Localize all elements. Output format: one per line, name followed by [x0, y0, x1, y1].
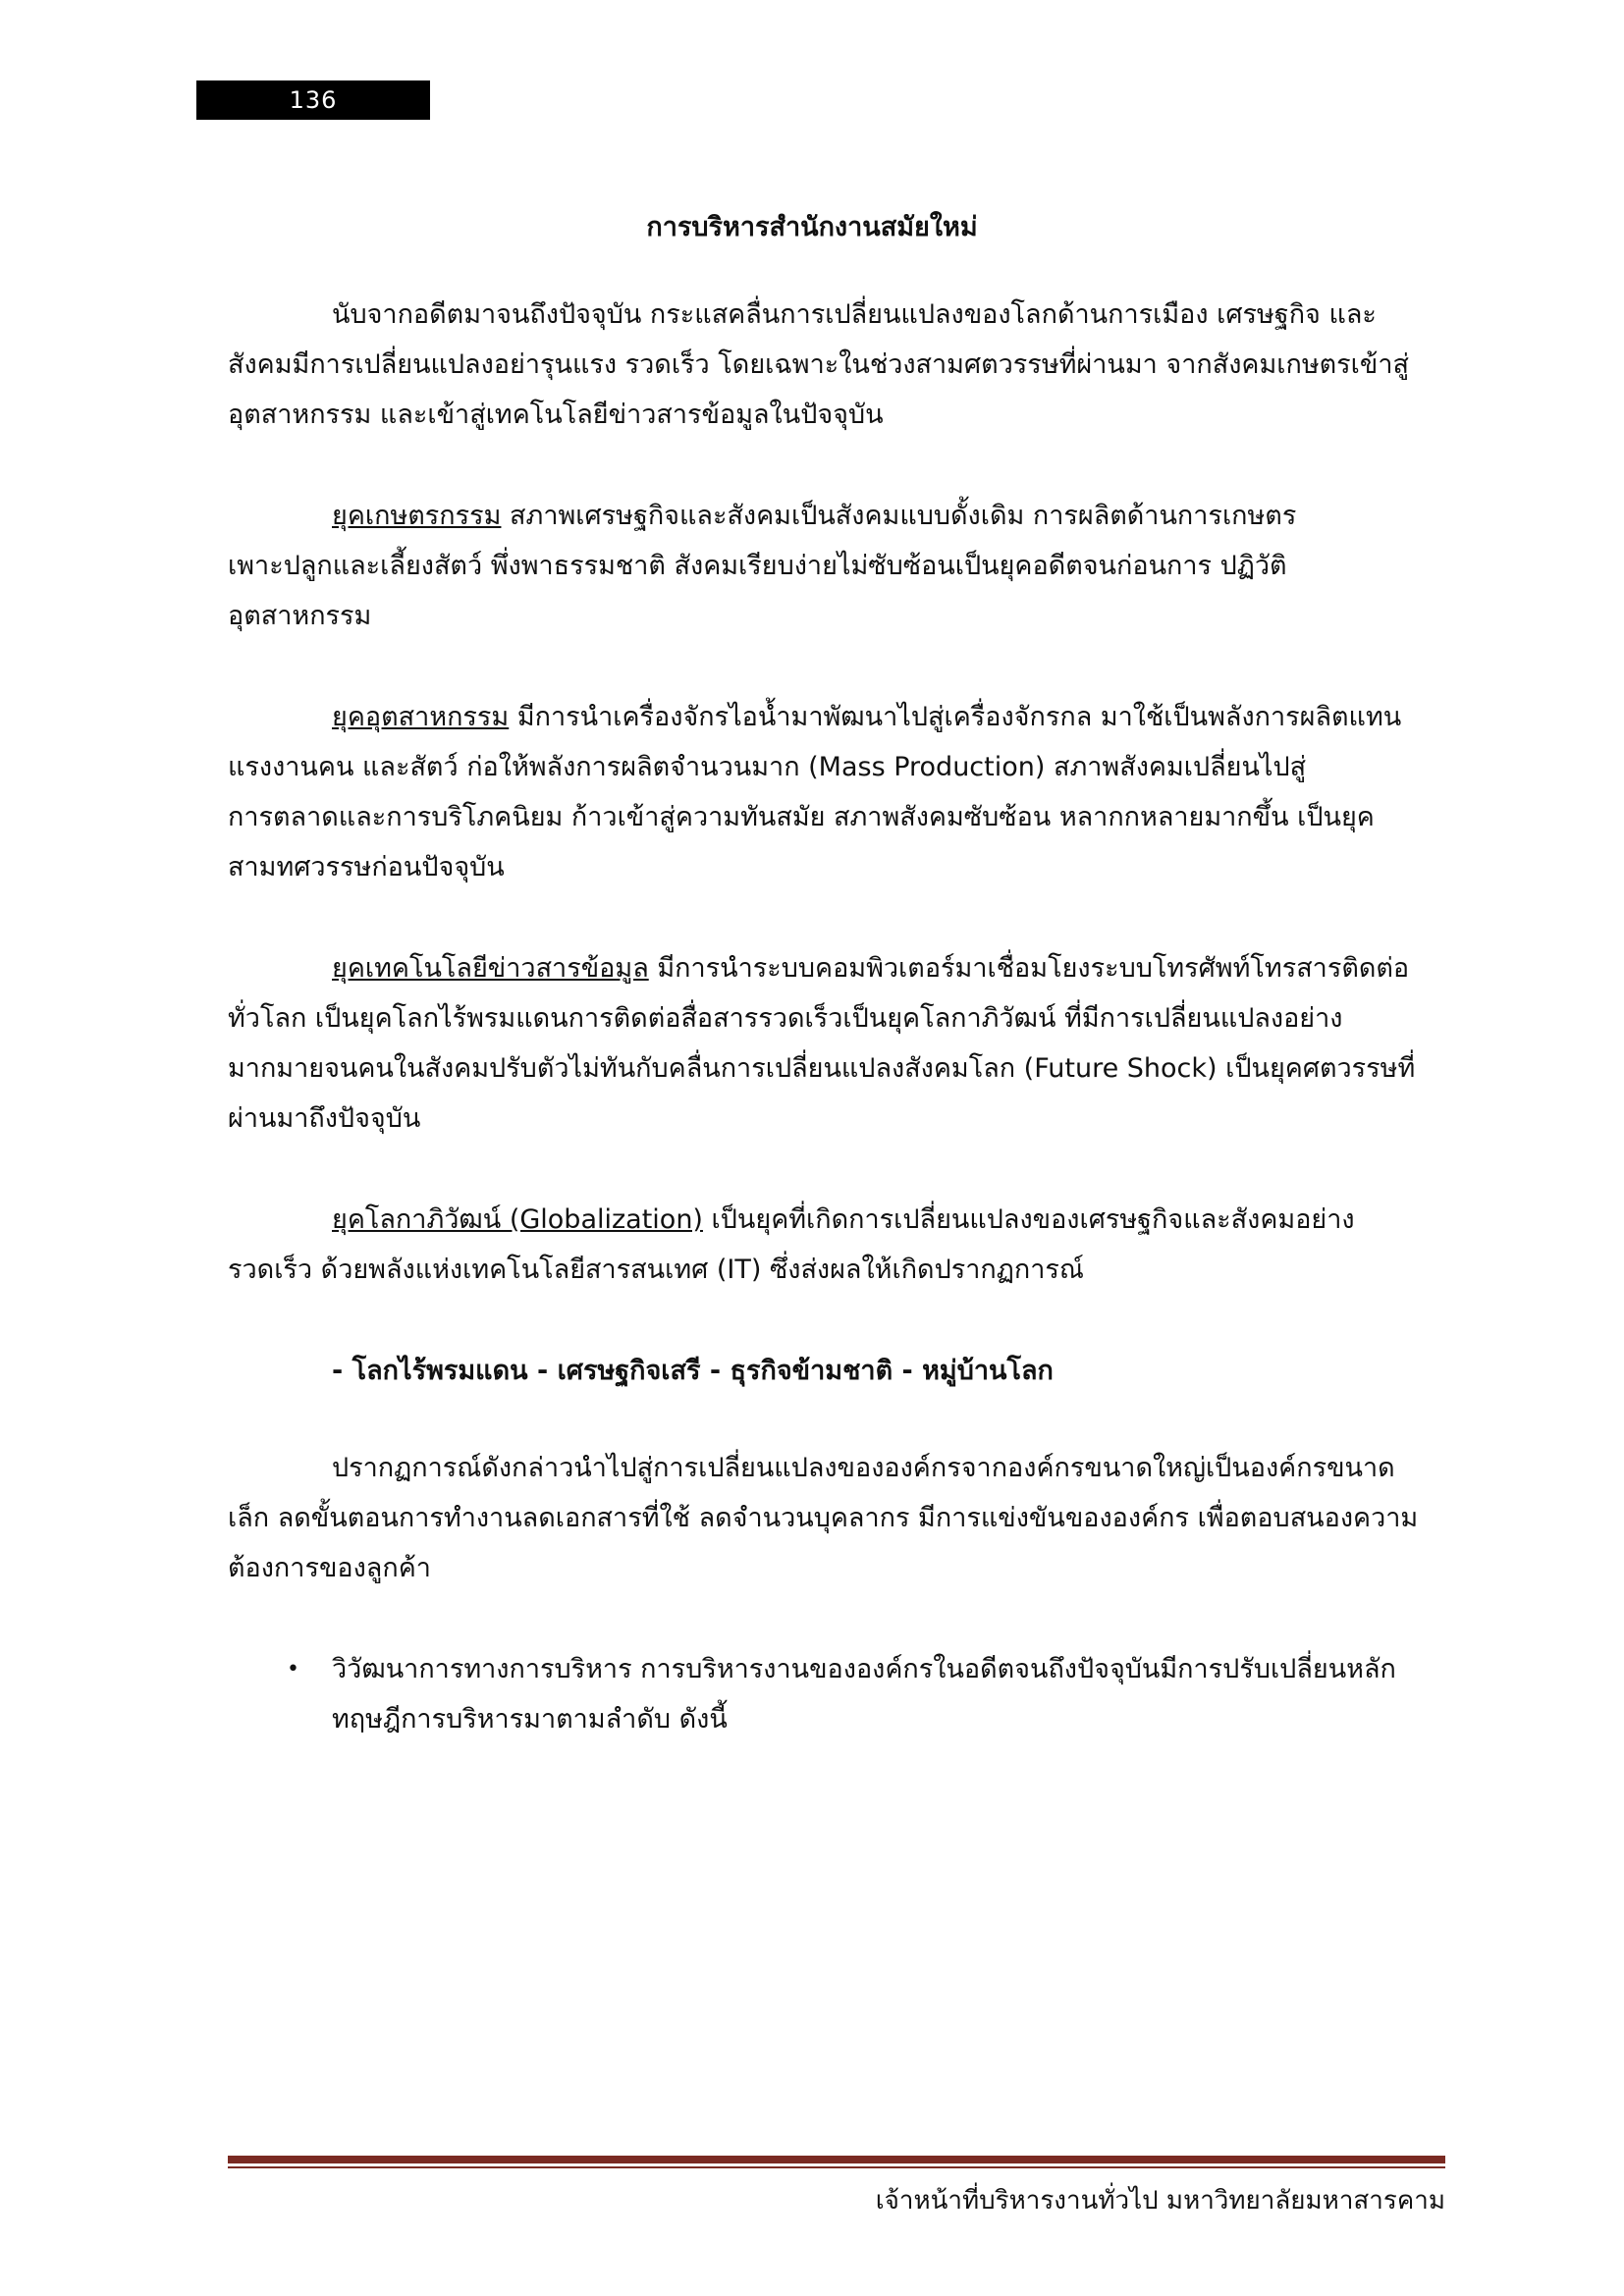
text-line: [228, 491, 1435, 541]
text-line: อุตสาหกรรม: [228, 601, 372, 631]
text-line: ทฤษฎีการบริหารมาตามลำดับ ดังนี้: [332, 1704, 728, 1735]
era-term-information: ยุคเทคโนโลยีข่าวสารข้อมูล: [332, 953, 649, 984]
era-term-industrial: ยุคอุตสาหกรรม: [332, 702, 510, 732]
text-line: นับจากอดีตมาจนถึงปัจจุบัน กระแสคลื่นการเปลี่ยนแปลงของโลกด้านการเมือง เศรษฐกิจ และ: [332, 299, 1377, 330]
text-line: [228, 943, 1435, 993]
information-paragraph: [228, 943, 1435, 1144]
text-line: อุตสาหกรรม และเข้าสู่เทคโนโลยีข่าวสารข้อมูลในปัจจุบัน: [228, 400, 884, 430]
footer-divider: [228, 2156, 1445, 2163]
text-line: สังคมมีการเปลี่ยนแปลงอย่ารุนแรง รวดเร็ว โดยเฉพาะในช่วงสามศตวรรษที่ผ่านมา จากสังคมเกษตรเข้าสู่: [228, 349, 1409, 380]
text-line: วิวัฒนาการทางการบริหาร การบริหารงานขององค์กรในอดีตจนถึงปัจจุบันมีการปรับเปลี่ยนหลัก: [332, 1654, 1396, 1684]
text-line: สามทศวรรษก่อนปัจจุบัน: [228, 852, 505, 882]
page-title: การบริหารสำนักงานสมัยใหม่: [646, 212, 978, 242]
agriculture-paragraph: [228, 491, 1435, 641]
intro-paragraph: [228, 290, 1435, 440]
page-number: 136: [196, 80, 430, 120]
text-line: เล็ก ลดขั้นตอนการทำงานลดเอกสารที่ใช้ ลดจำนวนบุคลากร มีการแข่งขันขององค์กร เพื่อตอบสนองความ: [228, 1503, 1419, 1533]
text-line: ปรากฏการณ์ดังกล่าวนำไปสู่การเปลี่ยนแปลงขององค์กรจากองค์กรขนาดใหญ่เป็นองค์กรขนาด: [332, 1453, 1395, 1483]
text-line: มากมายจนคนในสังคมปรับตัวไม่ทันกับคลื่นการเปลี่ยนแปลงสังคมโลก (Future Shock) เป็นยุคศตวรรษที่: [228, 1053, 1416, 1084]
consequence-paragraph: [228, 1443, 1435, 1593]
phenomena-list: - โลกไร้พรมแดน - เศรษฐกิจเสรี - ธุรกิจข้ามชาติ - หมู่บ้านโลก: [332, 1356, 1054, 1386]
text-line: เพาะปลูกและเลี้ยงสัตว์ พึ่งพาธรรมชาติ สังคมเรียบง่ายไม่ซับซ้อนเป็นยุคอดีตจนก่อนการ ปฏิวัติ: [228, 551, 1287, 581]
text-line: ต้องการของลูกค้า: [228, 1553, 431, 1583]
footer-text: เจ้าหน้าที่บริหารงานทั่วไป มหาวิทยาลัยมหาสารคาม: [875, 2186, 1445, 2216]
document-body: [228, 290, 1435, 1744]
bullet-item: [228, 1644, 1435, 1744]
globalization-paragraph: [228, 1195, 1435, 1295]
text-line: ผ่านมาถึงปัจจุบัน: [228, 1103, 421, 1134]
industrial-paragraph: [228, 692, 1435, 892]
text-fragment: มีการนำเครื่องจักรไอน้ำมาพัฒนาไปสู่เครื่องจักรกล มาใช้เป็นพลังการผลิตแทน: [509, 702, 1402, 732]
text-fragment: สภาพเศรษฐกิจและสังคมเป็นสังคมแบบดั้งเดิม การผลิตด้านการเกษตร: [501, 501, 1297, 531]
footer-divider-thin: [228, 2166, 1445, 2168]
text-line: แรงงานคน และสัตว์ ก่อให้พลังการผลิตจำนวนมาก (Mass Production) สภาพสังคมเปลี่ยนไปสู่: [228, 752, 1307, 782]
text-line: รวดเร็ว ด้วยพลังแห่งเทคโนโลยีสารสนเทศ (IT) ซึ่งส่งผลให้เกิดปรากฏการณ์: [228, 1255, 1084, 1285]
text-line: [228, 1195, 1435, 1245]
text-fragment: มีการนำระบบคอมพิวเตอร์มาเชื่อมโยงระบบโทรศัพท์โทรสารติดต่อ: [648, 953, 1410, 984]
era-term-globalization: ยุคโลกาภิวัฒน์ (Globalization): [332, 1204, 703, 1235]
text-line: [228, 692, 1435, 742]
bullet-icon: •: [287, 1657, 299, 1682]
text-line: การตลาดและการบริโภคนิยม ก้าวเข้าสู่ความทันสมัย สภาพสังคมซับซ้อน หลากกหลายมากขึ้น เป็นยุค: [228, 802, 1375, 832]
text-line: ทั่วโลก เป็นยุคโลกไร้พรมแดนการติดต่อสื่อสารรวดเร็วเป็นยุคโลกาภิวัฒน์ ที่มีการเปลี่ยนแปลงอย่าง: [228, 1003, 1343, 1034]
text-fragment: เป็นยุคที่เกิดการเปลี่ยนแปลงของเศรษฐกิจและสังคมอย่าง: [702, 1204, 1355, 1235]
era-term-agriculture: ยุคเกษตรกรรม: [332, 501, 502, 531]
